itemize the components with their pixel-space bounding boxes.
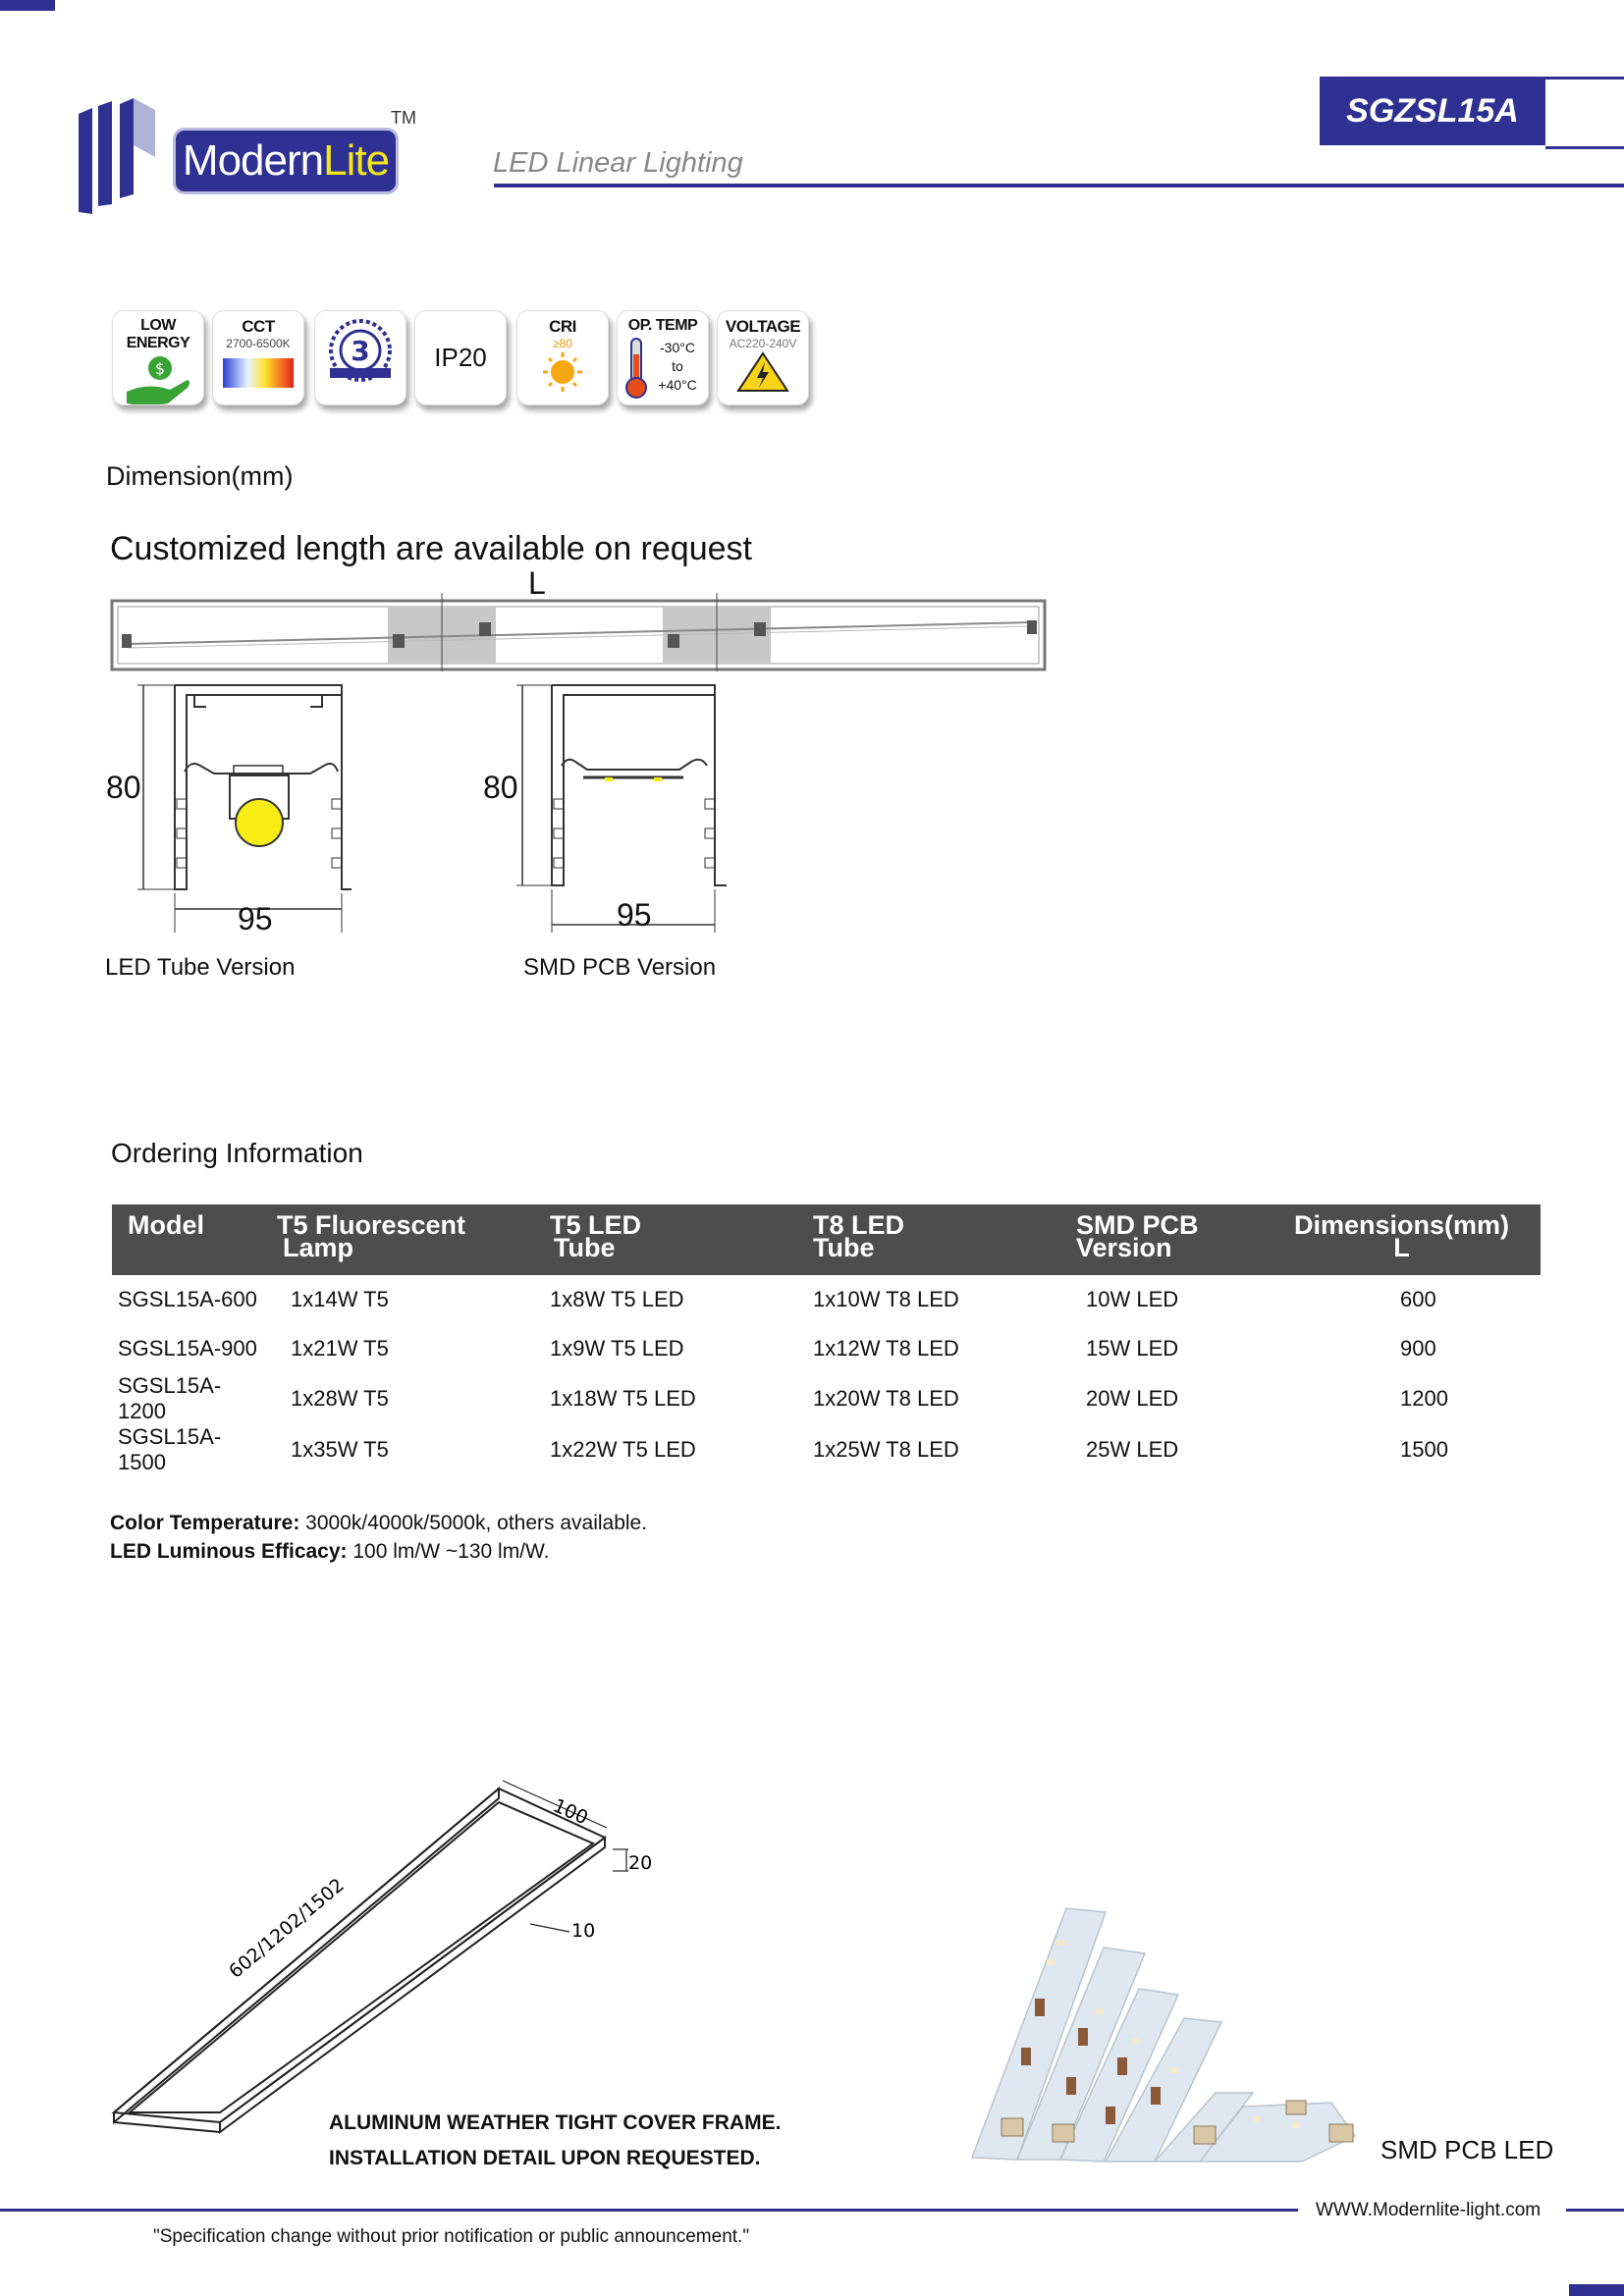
cover-frame-note: ALUMINUM WEATHER TIGHT COVER FRAME. INSTALLATION DETAIL UPON REQUESTED. [329, 2111, 782, 2169]
table-row [112, 1373, 1541, 1424]
cell-smd-pcb: 10W LED [1086, 1287, 1179, 1311]
table-row [112, 1324, 1541, 1373]
column-header: T8 LED Tube [807, 1204, 1070, 1275]
corner-accent-top [0, 0, 55, 11]
ip-rating-icon: IP20 [414, 310, 507, 405]
smd-width-label: 95 [617, 897, 652, 933]
cell-t5-led: 1x22W T5 LED [550, 1437, 696, 1462]
color-temperature-note: Color Temperature: 3000k/4000k/5000k, others available. [110, 1512, 648, 1534]
model-code-frame [1545, 77, 1624, 149]
cell-smd-pcb: 20W LED [1086, 1386, 1179, 1411]
cell-t5-led: 1x9W T5 LED [550, 1336, 684, 1361]
length-label: L [528, 565, 546, 601]
cell-smd-pcb: 15W LED [1086, 1336, 1179, 1361]
efficacy-note: LED Luminous Efficacy: 100 lm/W ~130 lm/W. [110, 1540, 550, 1563]
low-energy-icon: LOW ENERGY $ [112, 310, 204, 405]
column-header: Dimensions(mm) L [1263, 1204, 1541, 1275]
column-header: SMD PCB Version [1070, 1204, 1263, 1275]
tube-height-label: 80 [106, 770, 141, 805]
disclaimer-text: "Specification change without prior notification or public announcement." [153, 2226, 750, 2247]
cell-dimension: 1200 [1400, 1386, 1448, 1411]
svg-text:3: 3 [351, 335, 370, 367]
spec-notes [110, 1509, 647, 1566]
cell-t5-led: 1x18W T5 LED [550, 1386, 696, 1411]
op-temp-icon: OP. TEMP -30°C to +40°C [617, 310, 709, 405]
column-header: T5 Fluorescent Lamp [271, 1204, 544, 1275]
dimension-heading: Dimension(mm) [106, 461, 294, 491]
svg-text:$: $ [154, 359, 166, 378]
cell-model: SGSL15A-1200 [118, 1373, 222, 1423]
cell-t5-fluorescent: 1x28W T5 [291, 1386, 389, 1411]
ordering-table [112, 1204, 1541, 1475]
trademark-symbol: TM [391, 108, 416, 128]
tube-version-caption: LED Tube Version [105, 954, 296, 981]
table-row [112, 1424, 1541, 1475]
tube-width-label: 95 [238, 901, 273, 936]
table-header-row [112, 1204, 1541, 1275]
footer-divider-right [1566, 2209, 1624, 2212]
cell-t8-led: 1x10W T8 LED [813, 1287, 959, 1311]
smd-pcb-photo [958, 1900, 1361, 2165]
table-row [112, 1275, 1541, 1324]
model-code: SGZSL15A [1320, 77, 1545, 145]
corner-accent-bottom [1569, 2284, 1624, 2296]
tube-version-cross-section [135, 681, 352, 936]
cell-t8-led: 1x12W T8 LED [813, 1336, 959, 1361]
cell-dimension: 900 [1400, 1336, 1436, 1361]
logo-mark-icon [77, 96, 185, 216]
svg-text:20: 20 [628, 1852, 653, 1874]
smd-pcb-label: SMD PCB LED [1380, 2135, 1554, 2164]
header-divider [494, 184, 1624, 187]
column-header: Model [112, 1204, 271, 1275]
logo-wordmark: ModernLite [173, 128, 399, 194]
smd-version-caption: SMD PCB Version [523, 954, 717, 981]
svg-text:602/1202/1502: 602/1202/1502 [225, 1874, 349, 1983]
cell-model: SGSL15A-900 [118, 1336, 257, 1361]
cell-dimension: 1500 [1400, 1437, 1448, 1462]
ordering-heading: Ordering Information [111, 1138, 363, 1168]
svg-text:100: 100 [549, 1794, 592, 1830]
custom-length-note: Customized length are available on request [110, 530, 752, 567]
cell-t5-fluorescent: 1x21W T5 [291, 1336, 389, 1361]
cri-icon: CRI ≥80 [516, 310, 609, 405]
cover-frame-drawing [108, 1767, 658, 2140]
product-subtitle: LED Linear Lighting [493, 147, 743, 179]
cell-model: SGSL15A-600 [118, 1287, 257, 1311]
column-header: T5 LED Tube [544, 1204, 807, 1275]
cell-t5-fluorescent: 1x35W T5 [291, 1437, 389, 1462]
svg-text:10: 10 [571, 1920, 596, 1942]
cell-t8-led: 1x20W T8 LED [813, 1386, 959, 1411]
cell-model: SGSL15A-1500 [118, 1424, 222, 1474]
cell-dimension: 600 [1400, 1287, 1436, 1311]
website-link[interactable]: WWW.Modernlite-light.com [1316, 2200, 1542, 2220]
cell-smd-pcb: 25W LED [1086, 1437, 1179, 1462]
warranty-icon [314, 310, 406, 405]
cct-icon: CCT 2700-6500K [212, 310, 304, 405]
cell-t5-led: 1x8W T5 LED [550, 1287, 684, 1311]
voltage-icon: VOLTAGE AC220-240V [717, 310, 809, 405]
cell-t8-led: 1x25W T8 LED [813, 1437, 959, 1462]
linear-luminaire-drawing [108, 593, 1051, 675]
footer-divider [0, 2209, 1298, 2212]
cell-t5-fluorescent: 1x14W T5 [291, 1287, 389, 1311]
smd-height-label: 80 [483, 770, 518, 805]
